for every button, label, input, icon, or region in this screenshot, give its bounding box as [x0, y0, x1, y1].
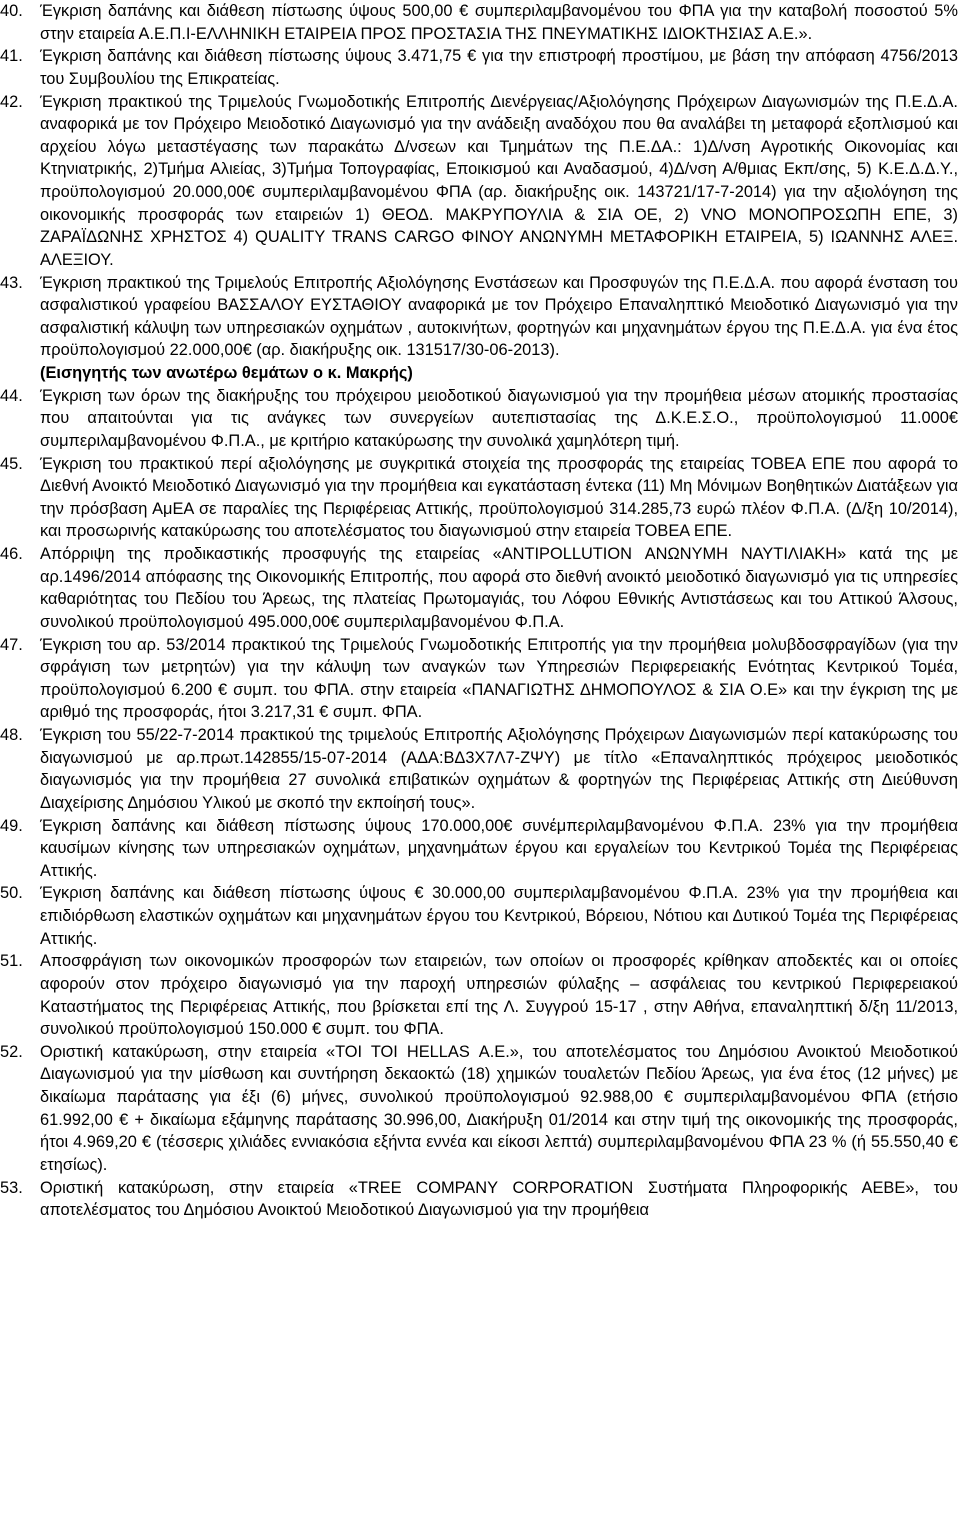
item-number: 49.	[0, 816, 23, 835]
agenda-item-49	[0, 815, 958, 883]
item-text: Έγκριση του 55/22-7-2014 πρακτικού της τριμελούς Επιτροπής Αξιολόγησης Πρόχειρων Διαγωνισμών περί κατακύρωσης του διαγωνισμού με αρ.πρωτ.142855/15-07-2014 (ΑΔΑ:ΒΔ3Χ7Λ7-ΖΨΥ) με τίτλο «Επαναληπτικός πρόχειρος μειοδοτικός διαγωνισμός για την προμήθεια 27 συνολικά επιβατικών οχημάτων & φορτηγών της Περιφέρειας Αττικής στη Διεύθυνση Διαχείρισης Δημόσιου Υλικού με σκοπό την εκποίησή τους».	[40, 726, 958, 812]
item-text: Έγκριση δαπάνης και διάθεση πίστωσης ύψους € 30.000,00 συμπεριλαμβανομένου Φ.Π.Α. 23% για την προμήθεια και επιδιόρθωση ελαστικών οχημάτων και μηχανημάτων έργου του Κεντρικού, Βόρειου, Νότιου και Δυτικού Τομέα της Περιφέρειας Αττικής.	[40, 884, 958, 948]
agenda-item-44	[0, 385, 958, 453]
item-number: 45.	[0, 454, 23, 473]
item-text: Έγκριση των όρων της διακήρυξης του πρόχειρου μειοδοτικού διαγωνισμού για την προμήθεια μέσων ατομικής προστασίας που απαιτούνται για τις ανάγκες των συνεργείων αυτεπιστασίας της Δ.Κ.Ε.Σ.Ο., προϋπολογισμού 11.000€ συμπεριλαμβανομένου Φ.Π.Α., με κριτήριο κατακύρωσης την συνολικά χαμηλότερη τιμή.	[40, 386, 958, 450]
item-text: Έγκριση πρακτικού της Τριμελούς Γνωμοδοτικής Επιτροπής Διενέργειας/Αξιολόγησης Πρόχειρων Διαγωνισμών της Π.Ε.Δ.Α. αναφορικά με τον Πρόχειρο Μειοδοτικό Διαγωνισμό για την ανάδειξη αναδόχου που θα αναλάβει τη μεταφορά εξοπλισμού και αρχείου λόγω μεταστέγασης των παρακάτω Δ/νσεων και Τμημάτων της Π.Ε.ΔΑ.: 1)Δ/νση Αγροτικής Οικονομίας και Κτηνιατρικής, 2)Τμήμα Αλιείας, 3)Τμήμα Τοπογραφίας, Εποικισμού και Αναδασμού, 4)Δ/νση Α/θμιας Εκπ/σης, 5) Κ.Ε.Δ.Δ.Υ., προϋπολογισμού 20.000,00€ συμπεριλαμβανομένου ΦΠΑ (αρ. διακήρυξης οικ. 143721/17-7-2014) για την αξιολόγηση της οικονομικής προσφοράς των εταιρειών 1) ΘΕΟΔ. ΜΑΚΡΥΠΟΥΛΙΑ & ΣΙΑ ΟΕ, 2) VNO ΜΟΝΟΠΡΟΣΩΠΗ ΕΠΕ, 3) ΖΑΡΑΪΔΩΝΗΣ ΧΡΗΣΤΟΣ 4) QUALITY TRANS CARGO ΦΙΝΟΥ ΑΝΩΝΥΜΗ ΜΕΤΑΦΟΡΙΚΗ ΕΤΑΙΡΕΙΑ, 5) ΙΩΑΝΝΗΣ ΑΛΕΞ. ΑΛΕΞΙΟΥ.	[40, 92, 958, 269]
agenda-item-50	[0, 882, 958, 950]
item-number: 48.	[0, 726, 23, 744]
item-number: 53.	[0, 1178, 23, 1197]
item-number: 43.	[0, 273, 23, 292]
item-number: 46.	[0, 545, 23, 563]
item-text: Έγκριση πρακτικού της Τριμελούς Επιτροπής Αξιολόγησης Ενστάσεων και Προσφυγών της Π.Ε.Δ.Α. που αφορά ένσταση του ασφαλιστικού γραφείου ΒΑΣΣΑΛΟΥ ΕΥΣΤΑΘΙΟΥ αναφορικά με τον Πρόχειρο Επαναληπτικό Μειοδοτικό Διαγωνισμό για την ασφαλιστική κάλυψη των υπηρεσιακών οχημάτων , αυτοκινήτων, φορτηγών και μηχανημάτων έργου της Π.Ε.Δ.Α. για ένα έτος προϋπολογισμού 22.000,00€ (αρ. διακήρυξης οικ. 131517/30-06-2013).	[40, 273, 958, 360]
item-body	[40, 272, 958, 385]
item-number: 41.	[0, 47, 23, 66]
item-number: 50.	[0, 884, 23, 903]
rapporteur-note: (Εισηγητής των ανωτέρω θεμάτων ο κ. Μακρής)	[40, 364, 413, 382]
agenda-item-45	[0, 453, 958, 544]
item-text: Έγκριση δαπάνης και διάθεση πίστωσης ύψους 3.471,75 € για την επιστροφή προστίμου, με βάση την απόφαση 4756/2013 του Συμβουλίου της Επικρατείας.	[40, 47, 958, 88]
agenda-item-42	[0, 91, 958, 272]
agenda-item-40	[0, 0, 958, 45]
item-text: Αποσφράγιση των οικονομικών προσφορών των εταιρειών, των οποίων οι προσφορές κρίθηκαν αποδεκτές και οι οποίες αφορούν στον πρόχειρο διαγωνισμό για την παροχή υπηρεσιών φύλαξης – ασφάλειας του κεντρικού Περιφερειακού Καταστήματος της Περιφέρειας Αττικής, που βρίσκεται επί της Λ. Συγγρού 15-17 , στην Αθήνα, επαναληπτική δ/ξη 11/2013, συνολικού προϋπολογισμού 150.000 € συμπ. του ΦΠΑ.	[40, 952, 958, 1039]
item-number: 44.	[0, 386, 23, 405]
agenda-item-43	[0, 272, 958, 385]
agenda-item-52	[0, 1041, 958, 1177]
item-text: Απόρριψη της προδικαστικής προσφυγής της εταιρείας «ANTIPOLLUTION ΑΝΩΝΥΜΗ ΝΑΥΤΙΛΙΑΚΗ» κατά της με αρ.1496/2014 απόφασης της Οικονομικής Επιτροπής, που αφορά στο διεθνή ανοικτό μειοδοτικό διαγωνισμό για τις υπηρεσίες καθαριότητας του Πεδίου του Άρεως, της πλατείας Πρωτομαγιάς, του Λόφου Εθνικής Αντιστάσεως και του Αττικού Άλσους, συνολικού προϋπολογισμού 495.000,00€ συμπεριλαμβανομένου Φ.Π.Α.	[40, 545, 958, 631]
item-number: 52.	[0, 1042, 23, 1061]
item-text: Έγκριση δαπάνης και διάθεση πίστωσης ύψους 500,00 € συμπεριλαμβανομένου του ΦΠΑ για την καταβολή ποσοστού 5% στην εταιρεία Α.Ε.Π.Ι-ΕΛΛΗΝΙΚΗ ΕΤΑΙΡΕΙΑ ΠΡΟΣ ΠΡΟΣΤΑΣΙΑ ΤΗΣ ΠΝΕΥΜΑΤΙΚΗΣ ΙΔΙΟΚΤΗΣΙΑΣ Α.Ε.».	[40, 2, 958, 43]
agenda-item-51	[0, 950, 958, 1041]
agenda-item-53	[0, 1177, 958, 1222]
item-number: 47.	[0, 635, 23, 654]
agenda-item-46	[0, 543, 958, 634]
item-text: Έγκριση δαπάνης και διάθεση πίστωσης ύψους 170.000,00€ συνέμπεριλαμβανομένου Φ.Π.Α. 23% για την προμήθεια καυσίμων κίνησης των υπηρεσιακών οχημάτων, μηχανημάτων έργου και εργαλείων του Κεντρικού Τομέα της Περιφέρειας Αττικής.	[40, 816, 958, 880]
item-number: 51.	[0, 952, 23, 971]
item-number: 42.	[0, 92, 23, 111]
agenda-item-48	[0, 724, 958, 815]
item-text: Έγκριση του αρ. 53/2014 πρακτικού της Τριμελούς Γνωμοδοτικής Επιτροπής για την προμήθεια μολυβδοσφραγίδων (για την σφράγιση των μετρητών) για την κάλυψη των αναγκών των Υπηρεσιών Περιφερειακής Ενότητας Κεντρικού Τομέα, προϋπολογισμού 6.200 € συμπ. του ΦΠΑ. στην εταιρεία «ΠΑΝΑΓΙΩΤΗΣ ΔΗΜΟΠΟΥΛΟΣ & ΣΙΑ Ο.Ε» και την έγκριση της με αριθμό της προσφοράς, ήτοι 3.217,31 € συμπ. ΦΠΑ.	[40, 635, 958, 722]
item-text: Οριστική κατακύρωση, στην εταιρεία «TREE COMPANY CORPORATION Συστήματα Πληροφορικής ΑΕΒΕ», του αποτελέσματος του Δημόσιου Ανοικτού Μειοδοτικού Διαγωνισμού για την προμήθεια	[40, 1178, 958, 1220]
item-text: Οριστική κατακύρωση, στην εταιρεία «TOI TOI HELLAS Α.Ε.», του αποτελέσματος του Δημόσιου Ανοικτού Μειοδοτικού Διαγωνισμού για την μίσθωση και συντήρηση δεκαοκτώ (18) χημικών τουαλετών Πεδίου Άρεως, για ένα έτος (12 μήνες) με δικαίωμα παράτασης για έξι (6) μήνες, συνολικού προϋπολογισμού 92.988,00 € συμπεριλαμβανομένου ΦΠΑ (ετήσιο 61.992,00 € + δικαίωμα εξάμηνης παράτασης 30.996,00, Διακήρυξη 01/2014 και στην τιμή της οικονομικής της προσφοράς, ήτοι 4.969,20 € (τέσσερις χιλιάδες εννιακόσια εξήντα εννέα και είκοσι λεπτά) συμπεριλαμβανομένου ΦΠΑ 23 % (ή 55.550,40 € ετησίως).	[40, 1042, 958, 1174]
agenda-item-47	[0, 634, 958, 725]
agenda-item-41	[0, 45, 958, 90]
item-text: Έγκριση του πρακτικού περί αξιολόγησης με συγκριτικά στοιχεία της προσφοράς της εταιρείας ΤΟΒΕΑ ΕΠΕ που αφορά το Διεθνή Ανοικτό Μειοδοτικό Διαγωνισμό για την προμήθεια και εγκατάσταση έντεκα (11) Μη Μόνιμων Βοηθητικών Διατάξεων για την πρόσβαση ΑμΕΑ σε παραλίες της Περιφέρειας Αττικής, προϋπολογισμού 314.285,73 ευρώ πλέον Φ.Π.Α. (Δ/ξη 10/2014), και προσωρινής κατακύρωσης του αποτελέσματος του διαγωνισμού στην εταιρεία ΤΟΒΕΑ ΕΠΕ.	[40, 454, 958, 541]
item-number: 40.	[0, 2, 23, 20]
